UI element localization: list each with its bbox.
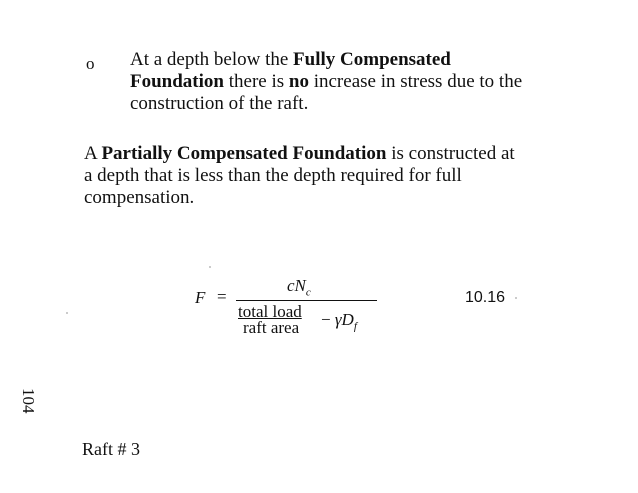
eq-numerator: $cN_c$	[287, 276, 311, 299]
bullet-line-1: At a depth below the Fully Compensated	[130, 49, 451, 70]
eq-inner-denominator: raft area	[243, 318, 300, 337]
eq-number: 10.16	[465, 289, 506, 306]
bullet-line-3: construction of the raft.	[130, 93, 309, 114]
scan-speck	[66, 312, 68, 314]
eq-fraction-bar	[236, 300, 377, 301]
eq-lhs-F: F	[195, 288, 206, 307]
eq-inner-numerator: total load	[238, 302, 302, 321]
bullet-line-2: Foundation there is no increase in stress due to the	[130, 71, 523, 92]
eq-equals: =	[217, 287, 227, 306]
footer-label: Raft # 3	[82, 439, 140, 459]
para-line-2: a depth that is less than the depth required for full	[84, 165, 462, 186]
scan-speck	[515, 297, 517, 299]
no-bold: no	[288, 71, 309, 92]
fully-compensated-bold: Fully Compensated	[293, 49, 451, 70]
scan-speck	[209, 266, 211, 268]
bullet-text	[130, 49, 600, 115]
rotated-page-number: 104	[19, 388, 38, 414]
eq-minus-gamma-d: − $\gamma D_f$	[321, 310, 357, 333]
para-line-3: compensation.	[84, 187, 195, 208]
para-line-1: A Partially Compensated Foundation is constructed at	[84, 143, 515, 164]
partially-compensated-bold: Partially Compensated Foundation	[101, 143, 387, 164]
bullet-marker: o	[86, 54, 95, 73]
partial-compensation-paragraph	[84, 143, 584, 209]
